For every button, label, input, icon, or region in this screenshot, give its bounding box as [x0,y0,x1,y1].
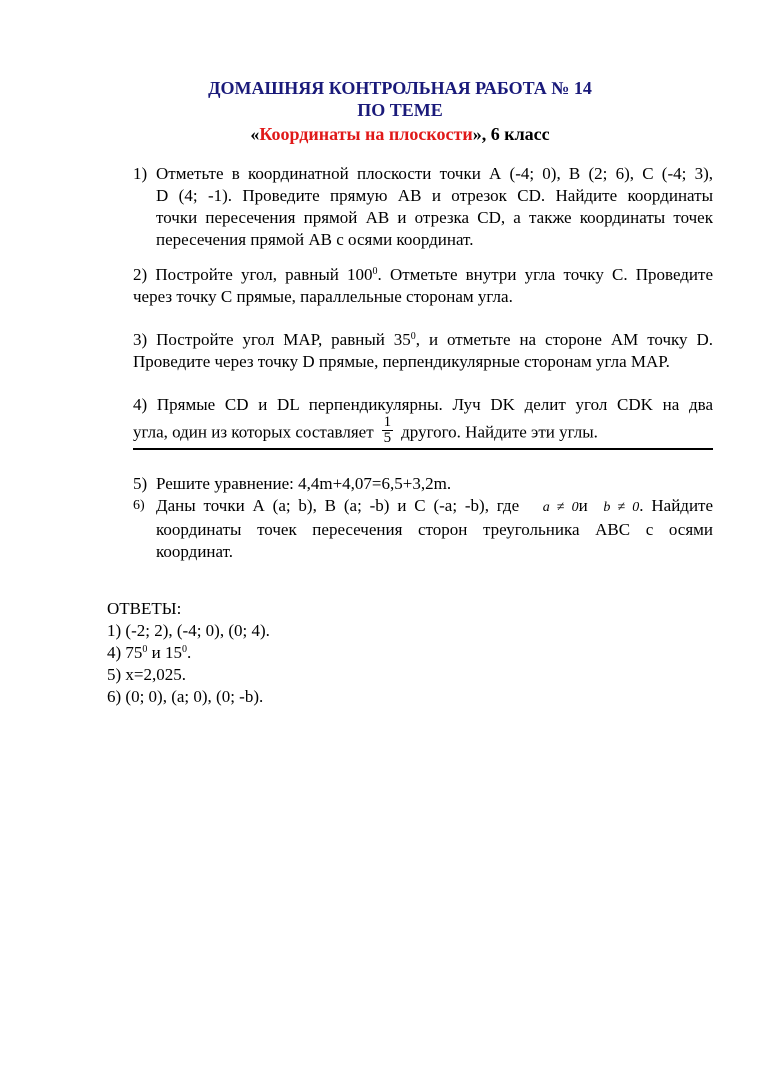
answer-5: 5) x=2,025. [107,665,186,684]
title-line-2: ПО ТЕМЕ [357,100,443,120]
fraction-one-fifth [382,415,394,446]
task6-line1-start: Даны точки А (а; b), В (а; -b) и С (-а; -b), где [156,496,520,515]
task1-text [156,163,713,251]
answer-4-part: и 15 [147,643,183,662]
answer-4-part: . [187,643,192,662]
title-quote-open: « [250,124,260,144]
answer-6: 6) (0; 0), (a; 0), (0; -b). [107,687,264,706]
task6-line [156,495,713,519]
task1-number: 1) [133,164,148,183]
task6-text [156,495,713,563]
task6-line: координат. [156,542,234,561]
task2-text [133,264,713,308]
title-topic: Координаты на плоскости [259,124,473,144]
task6-conjunction: и [578,496,588,515]
task6-line: координаты точек пересечения сторон треугольника АВС с осями [156,520,713,539]
task2-line [133,264,713,286]
task4-line2-end: другого. Найдите эти углы. [401,422,598,442]
answers-title: ОТВЕТЫ: [107,599,182,618]
degree-mark: 0 [182,644,188,655]
task1-line: Отметьте в координатной плоскости точки А (-4; 0), В (2; 6), С (-4; 3), [156,164,713,183]
task1-line: точки пересечения прямой АВ и отрезка CD, а также координаты точек [156,208,713,227]
task2-line: через точку С прямые, параллельные сторонам угла. [133,287,513,306]
task3-line1-start: 3) Постройте угол МАР, равный 35 [133,330,411,349]
task1-line: D (4; -1). Проведите прямую АВ и отрезок CD. Найдите координаты [156,186,713,205]
task4-line [133,414,713,449]
degree-mark: 0 [410,331,416,342]
degree-mark: 0 [142,644,148,655]
task3-line1-end: , и отметьте на стороне АМ точку D. [415,330,713,349]
answer-1: 1) (-2; 2), (-4; 0), (0; 4). [107,621,270,640]
condition-a-nonzero: a ≠ 0 [542,500,579,515]
task4-line2-start: угла, один из которых составляет [133,422,374,442]
task6-number: 6) [133,498,145,513]
task4-text [133,394,713,449]
task5-text: Решите уравнение: 4,4m+4,07=6,5+3,2m. [156,474,452,493]
title-line-3 [0,124,768,145]
task3-line: Проведите через точку D прямые, перпендикулярные сторонам угла МАР. [133,352,670,371]
fraction-denominator: 5 [383,430,392,446]
task6-line1-end: . Найдите [639,496,714,515]
answer-4 [107,642,191,664]
task1-line: пересечения прямой АВ с осями координат. [156,230,474,249]
fraction-numerator: 1 [383,414,392,430]
task3-text [133,329,713,373]
task3-line [133,329,713,351]
horizontal-divider [133,448,713,450]
task2-line1-end: . Отметьте внутри угла точку С. Проведите [377,265,713,284]
answer-4-part: 4) 75 [107,643,143,662]
title-class: », 6 класс [472,124,550,144]
task5-number: 5) [133,474,148,493]
task4-line: 4) Прямые CD и DL перпендикулярны. Луч DK делит угол CDK на два [133,395,713,414]
task2-line1-start: 2) Постройте угол, равный 100 [133,265,373,284]
title-line-1: ДОМАШНЯЯ КОНТРОЛЬНАЯ РАБОТА № 14 [208,78,592,98]
condition-b-nonzero: b ≠ 0 [603,500,640,515]
degree-mark: 0 [372,266,378,277]
